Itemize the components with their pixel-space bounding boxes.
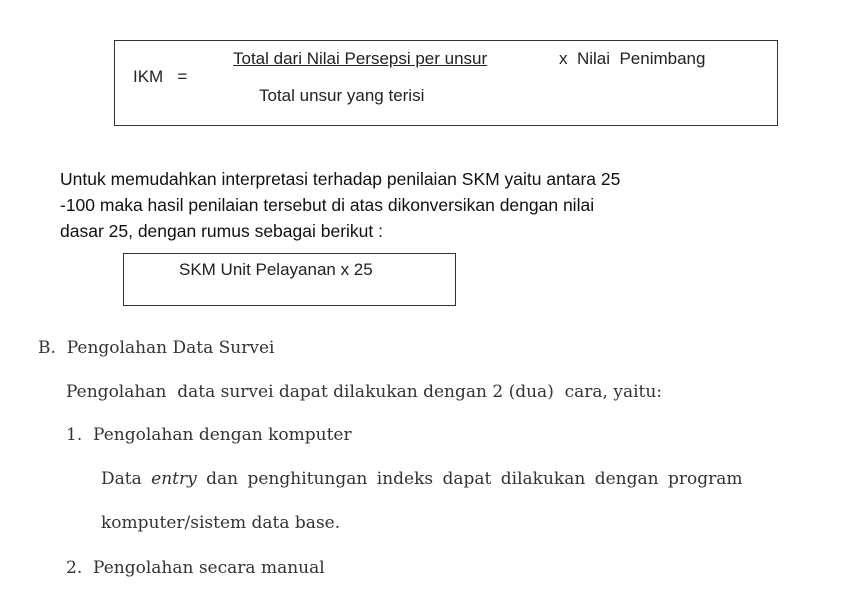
section-intro: Pengolahan data survei dapat dilakukan dengan 2 (dua) cara, yaitu:: [66, 382, 663, 402]
ikm-label: IKM =: [133, 67, 188, 86]
formula-denominator: Total unsur yang terisi: [259, 86, 425, 105]
text-segment: Data: [101, 469, 152, 489]
list-item-2-title: 2. Pengolahan secara manual: [66, 558, 325, 578]
paragraph-line: -100 maka hasil penilaian tersebut di atas dikonversikan dengan nilai: [60, 195, 595, 215]
ikm-formula-box: [114, 40, 778, 126]
list-item-1-text: [101, 469, 742, 489]
text-segment: dan penghitungan indeks dapat dilakukan dengan program: [196, 469, 743, 489]
paragraph-line: dasar 25, dengan rumus sebagai berikut :: [60, 221, 383, 241]
explanation-paragraph: [60, 166, 790, 244]
paragraph-line: Untuk memudahkan interpretasi terhadap penilaian SKM yaitu antara 25: [60, 169, 621, 189]
skm-formula-box: [123, 253, 456, 306]
formula-numerator: Total dari Nilai Persepsi per unsur: [233, 49, 488, 68]
formula-multiplier: x Nilai Penimbang: [559, 49, 706, 68]
section-heading: B. Pengolahan Data Survei: [38, 338, 275, 358]
list-item-1-title: 1. Pengolahan dengan komputer: [66, 425, 352, 445]
list-item-1-text-line2: komputer/sistem data base.: [101, 513, 341, 533]
italic-term: entry: [151, 469, 197, 489]
skm-formula-text: SKM Unit Pelayanan x 25: [179, 260, 373, 279]
